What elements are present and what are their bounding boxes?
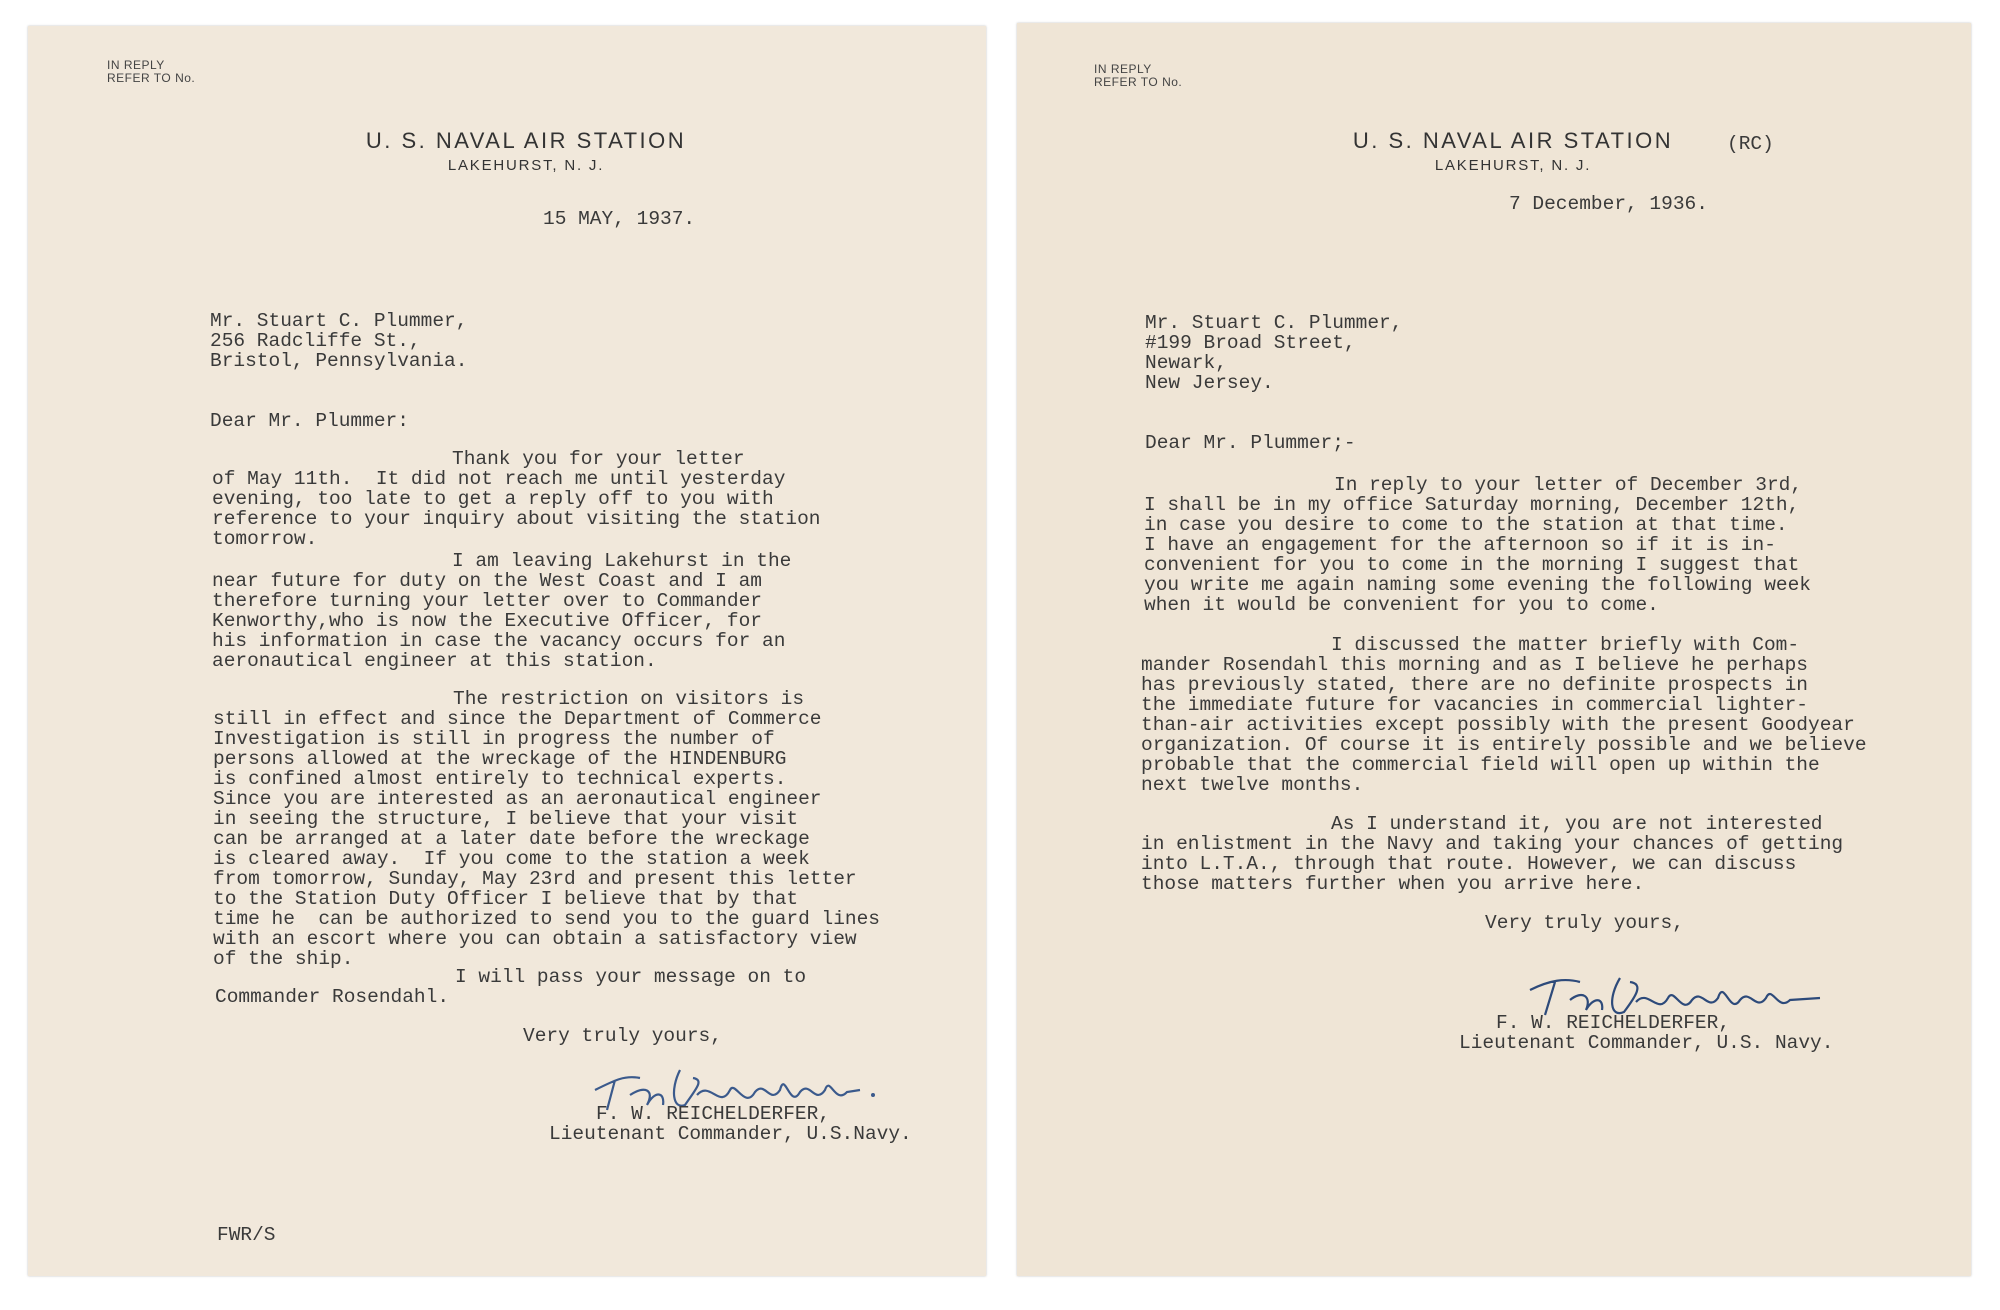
recipient-address <box>1145 313 1402 393</box>
text-line: of May 11th. It did not reach me until yesterday <box>212 468 786 490</box>
text-line: when it would be convenient for you to come. <box>1144 594 1659 616</box>
paragraph <box>1141 635 1867 795</box>
text-line: can be arranged at a later date before the wreckage <box>213 828 810 850</box>
closing: Very truly yours, <box>523 1025 722 1047</box>
text-line: probable that the commercial field will open up within the <box>1141 754 1820 776</box>
text-line: than-air activities except possibly with the present Goodyear <box>1141 714 1855 736</box>
text-line: into L.T.A., through that route. However, we can discuss <box>1141 853 1797 875</box>
text-line: Mr. Stuart C. Plummer, <box>1145 312 1403 334</box>
text-line: Mr. Stuart C. Plummer, <box>210 310 468 332</box>
text-line: his information in case the vacancy occurs for an <box>212 630 786 652</box>
salutation: Dear Mr. Plummer: <box>210 410 409 432</box>
text-line: from tomorrow, Sunday, May 23rd and present this letter <box>213 868 857 890</box>
text-line: still in effect and since the Department of Commerce <box>213 708 822 730</box>
text-line: REFER TO No. <box>1094 75 1183 89</box>
typist-initials: FWR/S <box>217 1224 276 1246</box>
text-line: the immediate future for vacancies in commercial lighter- <box>1141 694 1809 716</box>
text-line: convenient for you to come in the morning I suggest that <box>1144 554 1800 576</box>
text-line: Thank you for your letter <box>452 448 745 470</box>
text-line: The restriction on visitors is <box>453 688 805 710</box>
salutation: Dear Mr. Plummer;- <box>1145 432 1356 454</box>
letter-date: 7 December, 1936. <box>1509 193 1708 215</box>
text-line: I will pass your message on to <box>455 966 807 988</box>
text-line: 256 Radcliffe St., <box>210 330 421 352</box>
text-line: I shall be in my office Saturday morning, December 12th, <box>1144 494 1800 516</box>
paragraph <box>212 551 791 671</box>
signer-title: Lieutenant Commander, U.S.Navy. <box>549 1123 912 1145</box>
text-line: mander Rosendahl this morning and as I believe he perhaps <box>1141 654 1809 676</box>
text-line: next twelve months. <box>1141 774 1364 796</box>
text-line: IN REPLY <box>1094 62 1152 76</box>
text-line: in seeing the structure, I believe that your visit <box>213 808 799 830</box>
text-line: IN REPLY <box>107 58 165 72</box>
text-line: is confined almost entirely to technical experts. <box>213 768 787 790</box>
text-line: with an escort where you can obtain a satisfactory view <box>213 928 857 950</box>
text-line: time he can be authorized to send you to the guard lines <box>213 908 881 930</box>
reference-code: (RC) <box>1727 133 1774 155</box>
text-line: therefore turning your letter over to Commander <box>212 590 762 612</box>
text-line: organization. Of course it is entirely possible and we believe <box>1141 734 1867 756</box>
text-line: you write me again naming some evening the following week <box>1144 574 1812 596</box>
paragraph <box>212 449 821 549</box>
text-line: Bristol, Pennsylvania. <box>210 350 468 372</box>
text-line: Since you are interested as an aeronautical engineer <box>213 788 822 810</box>
letterhead-location: LAKEHURST, N. J. <box>1434 157 1592 174</box>
text-line: In reply to your letter of December 3rd, <box>1334 474 1803 496</box>
text-line: New Jersey. <box>1145 372 1274 394</box>
text-line: reference to your inquiry about visiting the station <box>212 508 821 530</box>
text-line: Newark, <box>1145 352 1227 374</box>
recipient-address <box>210 311 467 371</box>
text-line: has previously stated, there are no definite prospects in <box>1141 674 1809 696</box>
letterhead-title: U. S. NAVAL AIR STATION <box>365 128 687 153</box>
text-line: Commander Rosendahl. <box>215 986 450 1008</box>
text-line: I am leaving Lakehurst in the <box>452 550 792 572</box>
paragraph <box>215 967 806 1007</box>
signer-name: F. W. REICHELDERFER, <box>596 1103 831 1125</box>
text-line: As I understand it, you are not interested <box>1331 813 1823 835</box>
text-line: evening, too late to get a reply off to you with <box>212 488 774 510</box>
letter-date: 15 MAY, 1937. <box>543 208 696 230</box>
letterhead-title: U. S. NAVAL AIR STATION <box>1352 128 1674 153</box>
text-line: I have an engagement for the afternoon so if it is in- <box>1144 534 1776 556</box>
text-line: near future for duty on the West Coast and I am <box>212 570 762 592</box>
text-line: Kenworthy,who is now the Executive Officer, for <box>212 610 762 632</box>
text-line: #199 Broad Street, <box>1145 332 1356 354</box>
text-line: I discussed the matter briefly with Com- <box>1331 634 1800 656</box>
text-line: of the ship. <box>213 948 354 970</box>
reply-reference <box>1094 63 1182 89</box>
paragraph <box>1141 814 1843 894</box>
signer-name: F. W. REICHELDERFER, <box>1496 1012 1731 1034</box>
text-line: aeronautical engineer at this station. <box>212 650 657 672</box>
text-line: REFER TO No. <box>107 71 196 85</box>
letterhead-location: LAKEHURST, N. J. <box>447 157 605 174</box>
signer-title: Lieutenant Commander, U.S. Navy. <box>1459 1032 1834 1054</box>
reply-reference <box>107 59 195 85</box>
text-line: Investigation is still in progress the number of <box>213 728 775 750</box>
text-line: persons allowed at the wreckage of the HINDENBURG <box>213 748 787 770</box>
text-line: in case you desire to come to the station at that time. <box>1144 514 1788 536</box>
text-line: in enlistment in the Navy and taking your chances of getting <box>1141 833 1844 855</box>
paragraph <box>213 689 880 969</box>
closing: Very truly yours, <box>1485 912 1684 934</box>
text-line: those matters further when you arrive here. <box>1141 873 1645 895</box>
text-line: to the Station Duty Officer I believe that by that <box>213 888 799 910</box>
text-line: tomorrow. <box>212 528 318 550</box>
text-line: is cleared away. If you come to the station a week <box>213 848 810 870</box>
paragraph <box>1144 475 1811 615</box>
